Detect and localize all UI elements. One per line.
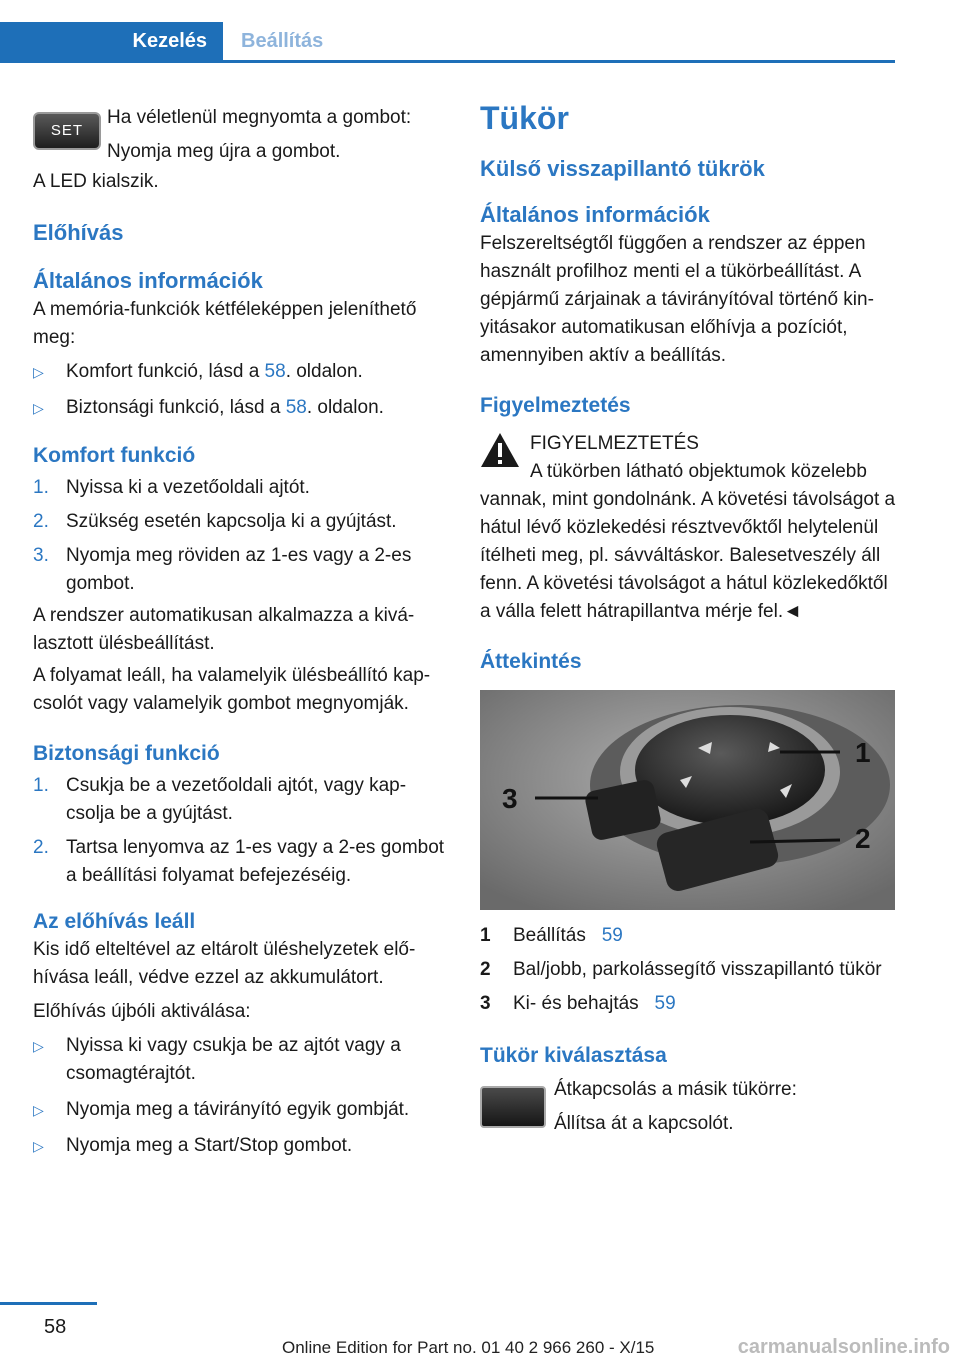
warning-title: FIGYELMEZTETÉS	[530, 433, 699, 454]
led-text: A LED kialszik.	[33, 171, 159, 192]
heading-comfort: Komfort funkció	[33, 444, 196, 467]
legend-item: 2 Bal/jobb, parkolássegítő visszapillantó tükör	[480, 959, 882, 980]
select-mirror-row	[480, 1076, 896, 1146]
step-item: 1. Nyissa ki a vezetőoldali ajtót.	[33, 477, 310, 498]
set-text-2: Nyomja meg újra a gombot.	[107, 141, 341, 162]
triangle-bullet-icon: ▷	[33, 1138, 44, 1154]
figure-label-1: 1	[855, 737, 871, 768]
heading-overview: Áttekintés	[480, 650, 582, 673]
heading-safety: Biztonsági funkció	[33, 742, 220, 765]
mirror-switch-icon	[480, 1086, 546, 1128]
triangle-bullet-icon: ▷	[33, 1102, 44, 1118]
heading-recall: Előhívás	[33, 220, 124, 245]
page-link[interactable]: 59	[654, 993, 676, 1014]
comfort-p1: A rendszer automatikusan alkalmazza a kiválasztott ülésbeállítást.	[33, 605, 415, 654]
footer-rule	[0, 1302, 97, 1305]
heading-select-mirror: Tükör kiválasztása	[480, 1044, 667, 1067]
heading-mirror: Tükör	[480, 100, 569, 136]
select-text-1: Átkapcsolás a másik tükörre:	[554, 1079, 797, 1100]
step-item: 2. Szükség esetén kapcsolja ki a gyújtást.	[33, 511, 397, 532]
watermark: carmanualsonline.info	[737, 1336, 950, 1358]
set-text-1: Ha véletlenül megnyomta a gombot:	[107, 107, 412, 128]
legend-item: 3 Ki- és behajtás 59	[480, 993, 676, 1014]
list-item: ▷ Nyomja meg a távirányító egyik gombját.	[33, 1096, 445, 1124]
page-link[interactable]: 59	[601, 925, 623, 946]
set-button-row	[33, 96, 445, 166]
warning-block	[480, 430, 896, 458]
heading-general-left: Általános információk	[33, 268, 263, 293]
mirror-control-illustration	[480, 690, 895, 910]
list-item: ▷ Nyomja meg a Start/Stop gombot.	[33, 1132, 445, 1160]
online-edition-note: Online Edition for Part no. 01 40 2 966 260 - X/15	[282, 1338, 655, 1357]
comfort-p2: A folyamat leáll, ha valamelyik ülésbeállító kapcsolót vagy valamelyik gombot megnyomják.	[33, 665, 431, 714]
general-text-left: A memória-funkciók kétféleképpen jeleníthető meg:	[33, 299, 417, 348]
legend-item: 1 Beállítás 59	[480, 925, 623, 946]
stop-p2: Előhívás újbóli aktiválása:	[33, 1001, 251, 1022]
figure-label-3: 3	[502, 783, 518, 814]
step-item: 1. Csukja be a vezetőoldali ajtót, vagy kapcsolja be a gyújtást.	[33, 775, 407, 824]
page-link[interactable]: 58	[285, 397, 307, 418]
heading-general-right: Általános információk	[480, 202, 710, 227]
general-text-right: Felszereltségtől függően a rendszer az éppen használt profilhoz menti el a tükörbeállítást. A gépjármű zárjainak a távirányítóval történő kinyitásakor automatikusan előhívja a pozíciót, amennyiben aktív a beállítás.	[480, 233, 874, 366]
tab-underline	[0, 60, 895, 63]
figure-label-2: 2	[855, 823, 871, 854]
mirror-control-photo	[480, 690, 895, 910]
triangle-bullet-icon: ▷	[33, 364, 44, 380]
heading-external-mirrors: Külső visszapillantó tükrök	[480, 156, 765, 181]
heading-warning: Figyelmeztetés	[480, 394, 631, 417]
tab-kezeles[interactable]: Kezelés	[0, 22, 223, 60]
heading-stop: Az előhívás leáll	[33, 910, 196, 933]
tab-beallitas[interactable]: Beállítás	[241, 30, 324, 52]
right-column	[480, 96, 896, 1146]
list-item: ▷ Biztonsági funkció, lásd a 58. oldalon.	[33, 394, 445, 422]
list-item: ▷ Komfort funkció, lásd a 58. oldalon.	[33, 358, 445, 386]
step-item: 3. Nyomja meg röviden az 1-es vagy a 2-es gombot.	[33, 545, 412, 594]
list-item: ▷ Nyissa ki vagy csukja be az ajtót vagy a csomagtérajtót.	[33, 1032, 445, 1088]
page-number: 58	[44, 1316, 67, 1338]
left-column	[33, 96, 445, 1160]
stop-p1: Kis idő elteltével az eltárolt üléshelyzetek előhívása leáll, védve ezzel az akkumulátort.	[33, 939, 416, 988]
set-button-icon: SET	[33, 112, 101, 150]
select-text-2: Állítsa át a kapcsolót.	[554, 1113, 734, 1134]
triangle-bullet-icon: ▷	[33, 400, 44, 416]
warning-triangle-icon	[480, 432, 520, 468]
triangle-bullet-icon: ▷	[33, 1038, 44, 1054]
page-link[interactable]: 58	[264, 361, 286, 382]
step-item: 2. Tartsa lenyomva az 1-es vagy a 2-es gombot a beállítási folyamat befejezéséig.	[33, 837, 445, 886]
warning-text: A tükörben látható objektumok közelebb vannak, mint gondolnánk. A követési távolságot a hátul lévő közlekedési résztvevőktől helytelenül ítélheti meg, pl. sávváltáskor. Balesetveszély áll fenn. A követési távolságot a hátul közlekedőktől a válla felett hátrapillantva mérje fel.◄	[480, 461, 896, 622]
header-tabs	[0, 22, 895, 62]
